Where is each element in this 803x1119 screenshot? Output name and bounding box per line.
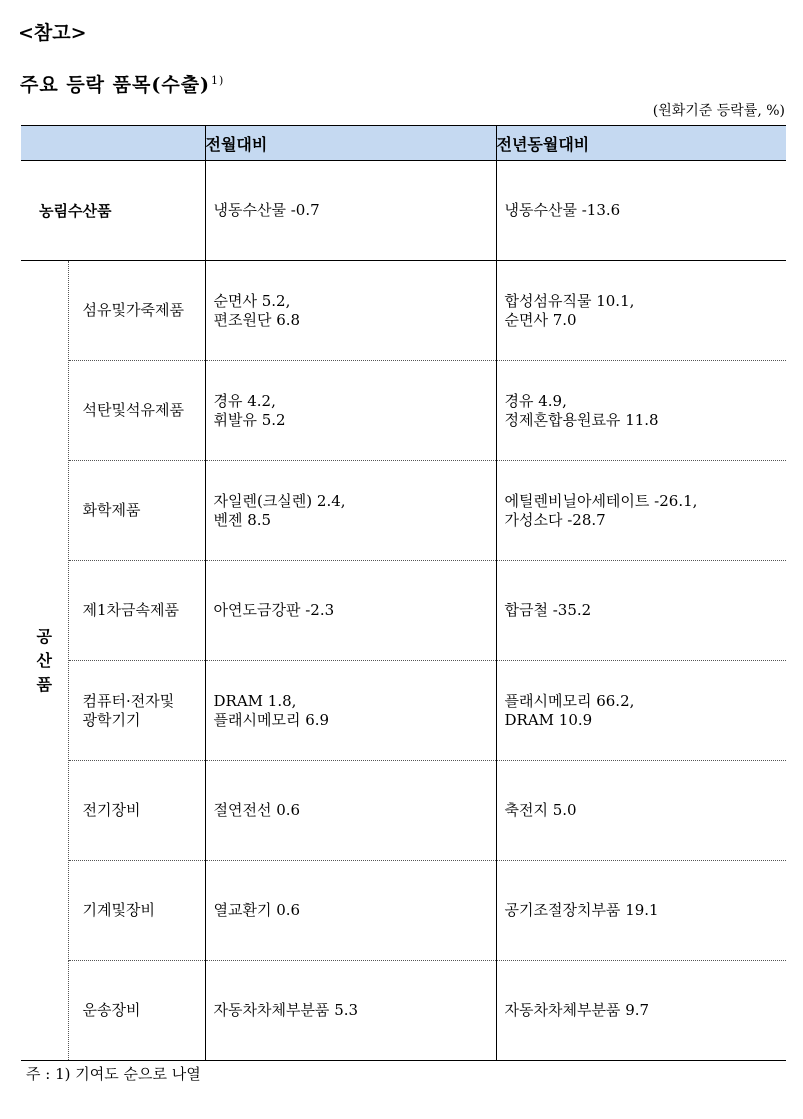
- yoy-item: 정제혼합용원료유 11.8: [504, 410, 659, 429]
- mom-item: 자동차차체부분품 5.3: [213, 1001, 359, 1019]
- mom-cell: [205, 461, 496, 561]
- header-blank: [21, 126, 205, 161]
- yoy-cell: [496, 361, 786, 461]
- header-month-over-month: 전월대비: [205, 126, 496, 161]
- yoy-cell: [496, 961, 786, 1061]
- yoy-cell: [496, 261, 786, 361]
- footnote: 주 : 1) 기여도 순으로 나열: [26, 1065, 201, 1083]
- industrial-row: [21, 961, 786, 1061]
- mom-cell: [205, 961, 496, 1061]
- industrial-row: [21, 561, 786, 661]
- mom-cell: [205, 861, 496, 961]
- yoy-item: 공기조절장치부품 19.1: [504, 901, 659, 919]
- page-title: [20, 70, 224, 97]
- mom-cell: [205, 361, 496, 461]
- yoy-cell: [496, 461, 786, 561]
- mom-item: 자일렌(크실렌) 2.4,: [213, 491, 346, 510]
- category-cell: 컴퓨터·전자및 광학기기: [68, 661, 205, 761]
- title-text: 주요 등락 품목(수출): [20, 74, 211, 96]
- industrial-group-label: 공 산 품: [21, 261, 68, 1061]
- industrial-row: [21, 661, 786, 761]
- yoy-item: 순면사 7.0: [504, 310, 577, 329]
- yoy-item: 플래시메모리 66.2,: [504, 691, 635, 710]
- agriculture-label: 농림수산품: [21, 161, 205, 261]
- mom-item: 경유 4.2,: [213, 391, 276, 410]
- yoy-item: 가성소다 -28.7: [504, 510, 606, 529]
- yoy-item: 합성섬유직물 10.1,: [504, 291, 635, 310]
- category-cell: 기계및장비: [68, 861, 205, 961]
- mom-item: 아연도금강판 -2.3: [213, 601, 335, 619]
- yoy-cell: [496, 661, 786, 761]
- header-row: [21, 126, 786, 161]
- mom-item: 열교환기 0.6: [213, 901, 301, 919]
- category-cell: 섬유및가죽제품: [68, 261, 205, 361]
- mom-item: 절연전선 0.6: [213, 801, 301, 819]
- yoy-cell: [496, 761, 786, 861]
- category-cell: 석탄및석유제품: [68, 361, 205, 461]
- industrial-row: [21, 861, 786, 961]
- reference-label: <참고>: [18, 22, 87, 44]
- mom-cell: [205, 561, 496, 661]
- title-footnote-marker: 1): [211, 73, 225, 87]
- mom-item: 순면사 5.2,: [213, 291, 291, 310]
- yoy-item: DRAM 10.9: [504, 710, 593, 729]
- mom-cell: [205, 661, 496, 761]
- yoy-cell: [496, 561, 786, 661]
- yoy-item: 에틸렌비닐아세테이트 -26.1,: [504, 491, 698, 510]
- industrial-row: [21, 261, 786, 361]
- category-cell: 운송장비: [68, 961, 205, 1061]
- yoy-item: 합금철 -35.2: [504, 601, 592, 619]
- mom-item: 편조원단 6.8: [213, 310, 301, 329]
- yoy-item: 자동차차체부분품 9.7: [504, 1001, 650, 1019]
- header-year-over-year: 전년동월대비: [496, 126, 786, 161]
- yoy-item: 축전지 5.0: [504, 801, 577, 819]
- category-cell: 제1차금속제품: [68, 561, 205, 661]
- mom-cell: [205, 261, 496, 361]
- mom-item: 휘발유 5.2: [213, 410, 286, 429]
- mom-item: 플래시메모리 6.9: [213, 710, 330, 729]
- yoy-item: 경유 4.9,: [504, 391, 567, 410]
- category-cell: 전기장비: [68, 761, 205, 861]
- industrial-row: [21, 461, 786, 561]
- industrial-row: [21, 361, 786, 461]
- yoy-cell: [496, 861, 786, 961]
- mom-cell: [205, 761, 496, 861]
- agriculture-mom-cell: 냉동수산물 -0.7: [205, 161, 496, 261]
- industrial-row: [21, 761, 786, 861]
- unit-note: (원화기준 등락률, %): [652, 103, 785, 119]
- category-cell: 화학제품: [68, 461, 205, 561]
- agriculture-yoy-cell: 냉동수산물 -13.6: [496, 161, 786, 261]
- mom-item: 벤젠 8.5: [213, 510, 272, 529]
- agriculture-row: [21, 161, 786, 261]
- price-change-table: [21, 125, 786, 1061]
- mom-item: DRAM 1.8,: [213, 691, 297, 710]
